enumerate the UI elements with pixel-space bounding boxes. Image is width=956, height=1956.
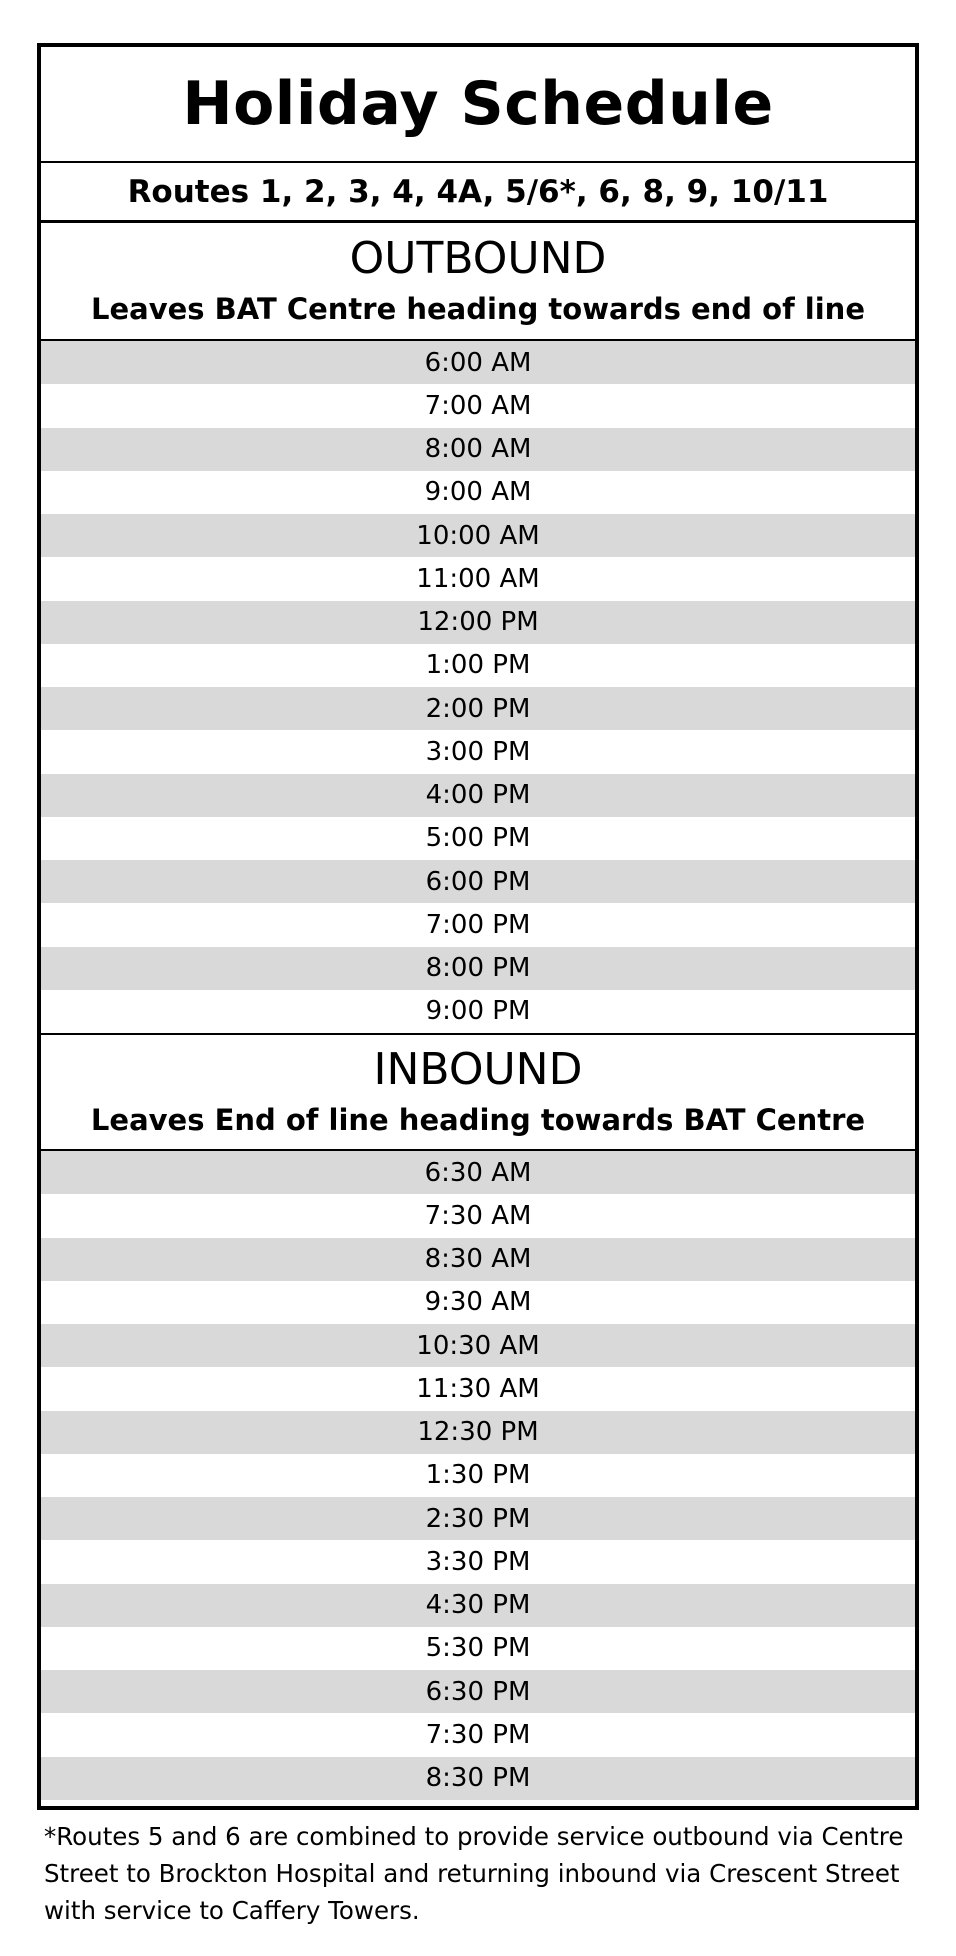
inbound-time-row: 5:30 PM xyxy=(41,1627,915,1670)
inbound-time-row: 7:30 PM xyxy=(41,1713,915,1756)
outbound-time-row: 7:00 PM xyxy=(41,903,915,946)
inbound-time-row: 6:30 AM xyxy=(41,1151,915,1194)
inbound-time-row: 8:30 PM xyxy=(41,1757,915,1800)
outbound-time-row: 7:00 AM xyxy=(41,384,915,427)
outbound-time-row: 12:00 PM xyxy=(41,601,915,644)
inbound-time-row: 4:30 PM xyxy=(41,1584,915,1627)
outbound-time-row: 9:00 PM xyxy=(41,990,915,1033)
outbound-time-row: 5:00 PM xyxy=(41,817,915,860)
inbound-subtitle: Leaves End of line heading towards BAT Centre xyxy=(90,1103,866,1137)
routes-list: Routes 1, 2, 3, 4, 4A, 5/6*, 6, 8, 9, 10/11 xyxy=(127,173,829,210)
inbound-time-row: 3:30 PM xyxy=(41,1540,915,1583)
outbound-time-row: 6:00 PM xyxy=(41,860,915,903)
outbound-title: OUTBOUND xyxy=(349,233,607,284)
outbound-time-row: 1:00 PM xyxy=(41,644,915,687)
outbound-time-row: 8:00 AM xyxy=(41,428,915,471)
outbound-time-row: 6:00 AM xyxy=(41,341,915,384)
inbound-times-list xyxy=(41,1151,915,1800)
inbound-time-row: 2:30 PM xyxy=(41,1497,915,1540)
schedule-table xyxy=(37,43,919,1810)
outbound-header xyxy=(41,223,915,341)
inbound-time-row: 12:30 PM xyxy=(41,1411,915,1454)
outbound-time-row: 8:00 PM xyxy=(41,947,915,990)
outbound-time-row: 10:00 AM xyxy=(41,514,915,557)
inbound-title: INBOUND xyxy=(373,1044,583,1095)
routes-row xyxy=(41,163,915,223)
inbound-time-row: 6:30 PM xyxy=(41,1670,915,1713)
inbound-time-row: 9:30 AM xyxy=(41,1281,915,1324)
outbound-time-row: 2:00 PM xyxy=(41,687,915,730)
inbound-time-row: 7:30 AM xyxy=(41,1194,915,1237)
inbound-time-row: 8:30 AM xyxy=(41,1238,915,1281)
outbound-time-row: 9:00 AM xyxy=(41,471,915,514)
footnote: *Routes 5 and 6 are combined to provide service outbound via Centre Street to Brockton Hospital and returning inbound via Crescent Street with service to Caffery Towers. xyxy=(44,1822,904,1925)
inbound-time-row: 10:30 AM xyxy=(41,1324,915,1367)
inbound-time-row: 11:30 AM xyxy=(41,1367,915,1410)
outbound-subtitle: Leaves BAT Centre heading towards end of line xyxy=(91,292,865,326)
page-title: Holiday Schedule xyxy=(182,69,774,139)
inbound-header xyxy=(41,1033,915,1151)
outbound-time-row: 3:00 PM xyxy=(41,730,915,773)
inbound-time-row: 1:30 PM xyxy=(41,1454,915,1497)
outbound-time-row: 4:00 PM xyxy=(41,774,915,817)
outbound-time-row: 11:00 AM xyxy=(41,557,915,600)
title-row xyxy=(41,47,915,163)
outbound-times-list xyxy=(41,341,915,1033)
